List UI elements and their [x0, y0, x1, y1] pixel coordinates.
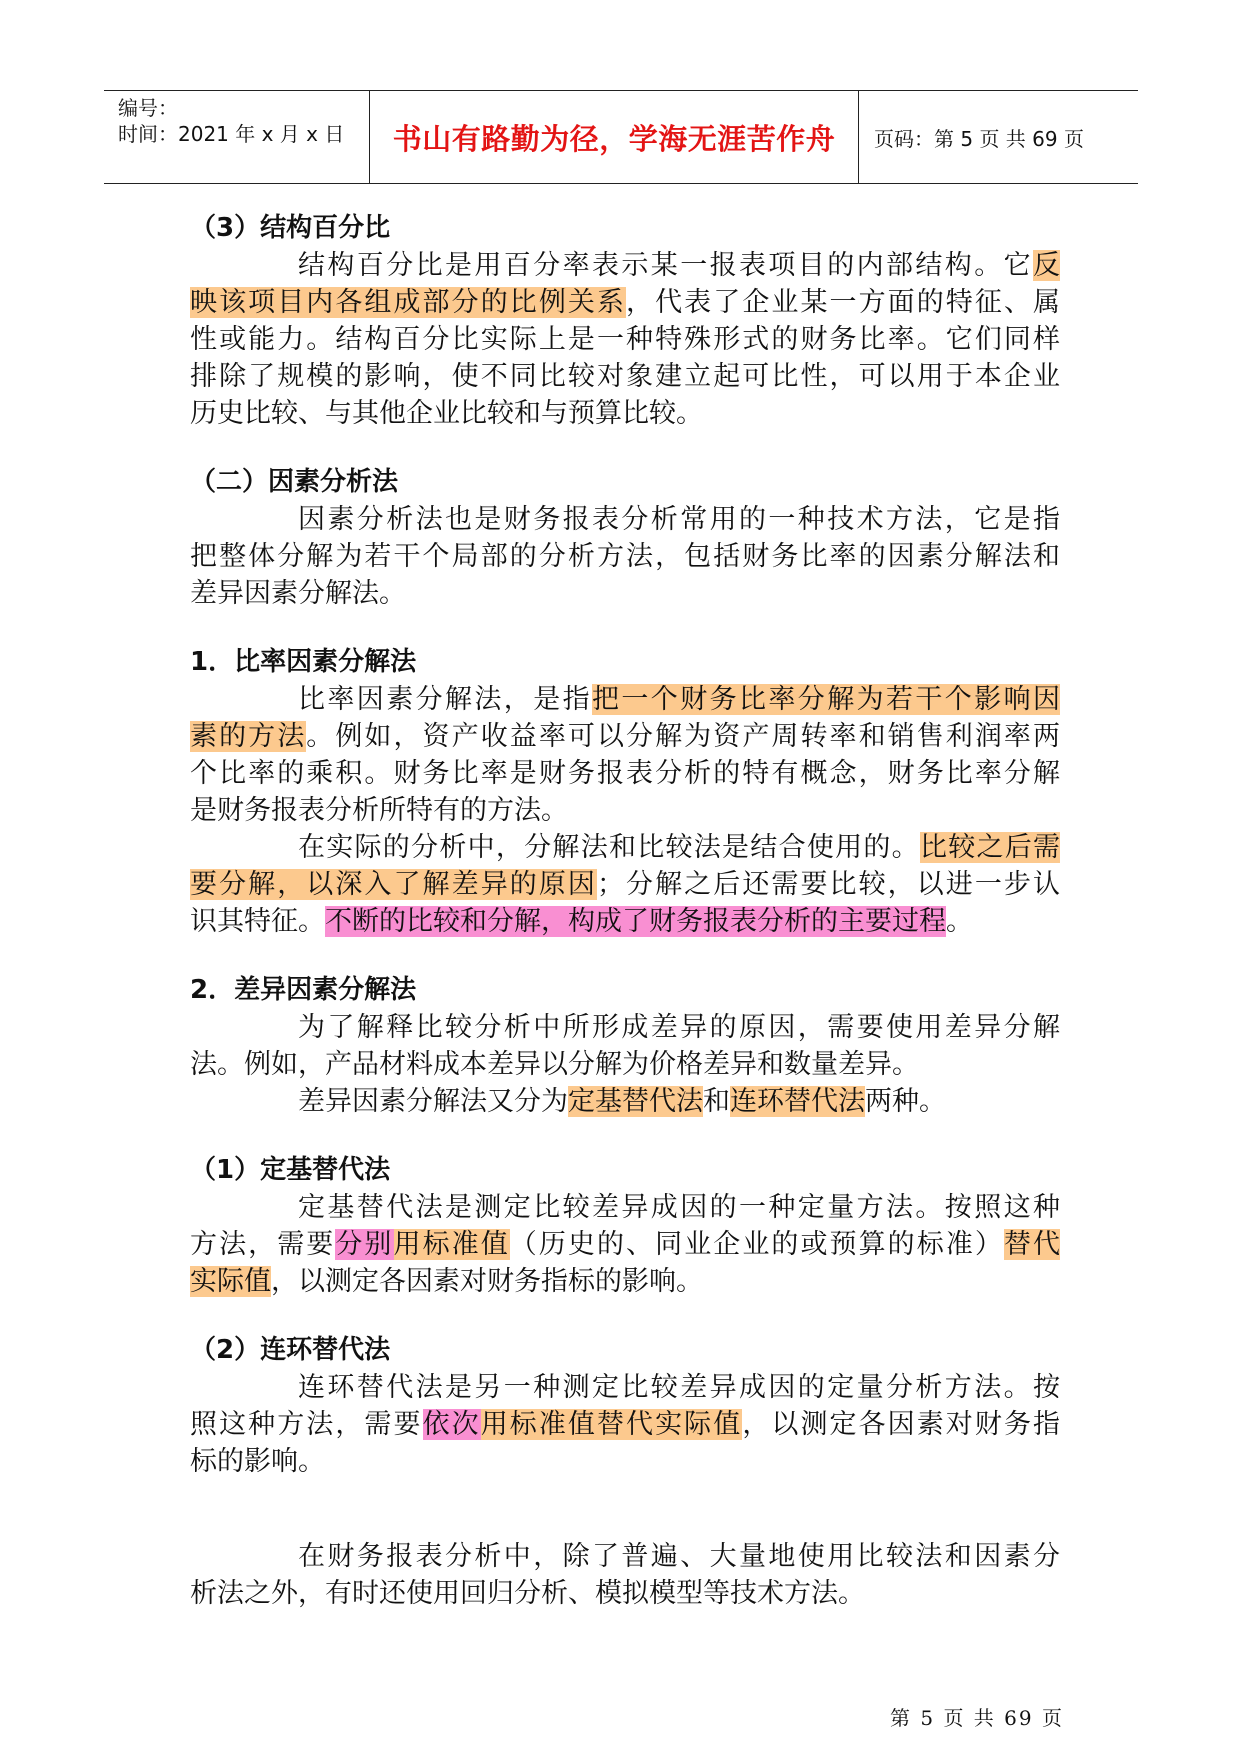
highlight: 用标准值	[393, 1229, 510, 1260]
header-left	[118, 95, 344, 147]
paragraph-line: 把整体分解为若干个局部的分析方法，包括财务比率的因素分解法和	[190, 541, 1060, 572]
header-motto: 书山有路勤为径，学海无涯苦作舟	[392, 121, 836, 156]
paragraph-line: 实际值，以测定各因素对财务指标的影响。	[190, 1266, 703, 1297]
paragraph-line: 因素分析法也是财务报表分析常用的一种技术方法，它是指	[298, 504, 1060, 535]
paragraph-line: 在实际的分析中，分解法和比较法是结合使用的。比较之后需	[298, 832, 1060, 863]
paragraph-line: 素的方法。例如，资产收益率可以分解为资产周转率和销售利润率两	[190, 721, 1060, 752]
paragraph-line: 照这种方法，需要依次用标准值替代实际值，以测定各因素对财务指	[190, 1409, 1060, 1440]
highlight: 把一个财务比率分解为若干个影响因	[592, 684, 1060, 715]
paragraph-line: 识其特征。不断的比较和分解，构成了财务报表分析的主要过程。	[190, 906, 973, 937]
paragraph-line: 结构百分比是用百分率表示某一报表项目的内部结构。它反	[298, 250, 1060, 281]
highlight: 替代	[1003, 1229, 1060, 1260]
paragraph-line: 差异因素分解法又分为定基替代法和连环替代法两种。	[298, 1086, 946, 1117]
page-footer: 第 5 页 共 69 页	[890, 1706, 1064, 1730]
paragraph-line: 是财务报表分析所特有的方法。	[190, 795, 568, 826]
paragraph-line: 为了解释比较分析中所形成差异的原因，需要使用差异分解	[298, 1012, 1060, 1043]
paragraph-line: 析法之外，有时还使用回归分析、模拟模型等技术方法。	[190, 1578, 865, 1609]
paragraph-line: 个比率的乘积。财务比率是财务报表分析的特有概念，财务比率分解	[190, 758, 1060, 789]
page-header	[104, 90, 1138, 184]
highlight: 依次	[422, 1409, 481, 1440]
highlight: 连环替代法	[730, 1086, 865, 1117]
section-heading: （1）定基替代法	[190, 1155, 391, 1185]
highlight: 不断的比较和分解，构成了财务报表分析的主要过程	[325, 906, 946, 937]
paragraph-line: 标的影响。	[190, 1446, 325, 1477]
header-page-label: 页码：第 5 页 共 69 页	[874, 126, 1084, 151]
document-body	[190, 210, 1060, 1612]
section-heading: 2．差异因素分解法	[190, 975, 417, 1005]
highlight: 实际值	[190, 1266, 271, 1297]
section-heading: （二）因素分析法	[190, 467, 399, 497]
paragraph-line: 比率因素分解法，是指把一个财务比率分解为若干个影响因	[298, 684, 1060, 715]
highlight: 定基替代法	[568, 1086, 703, 1117]
paragraph-line: 定基替代法是测定比较差异成因的一种定量方法。按照这种	[298, 1192, 1060, 1223]
paragraph-line: 要分解，以深入了解差异的原因；分解之后还需要比较，以进一步认	[190, 869, 1060, 900]
section-heading: （3）结构百分比	[190, 213, 391, 243]
time-label: 时间：2021 年 x 月 x 日	[118, 122, 345, 146]
section-heading: 1．比率因素分解法	[190, 647, 417, 677]
paragraph-line: 历史比较、与其他企业比较和与预算比较。	[190, 398, 703, 429]
header-divider	[858, 91, 859, 183]
paragraph-line: 连环替代法是另一种测定比较差异成因的定量分析方法。按	[298, 1372, 1060, 1403]
highlight: 比较之后需	[919, 832, 1060, 863]
paragraph-line: 差异因素分解法。	[190, 578, 406, 609]
highlight: 映该项目内各组成部分的比例关系	[190, 287, 627, 318]
highlight: 反	[1033, 250, 1060, 281]
paragraph-line: 方法，需要分别用标准值（历史的、同业企业的或预算的标准）替代	[190, 1229, 1060, 1260]
highlight: 用标准值替代实际值	[480, 1409, 743, 1440]
paragraph-line: 法。例如，产品材料成本差异以分解为价格差异和数量差异。	[190, 1049, 919, 1080]
highlight: 分别	[335, 1229, 394, 1260]
paragraph-line: 映该项目内各组成部分的比例关系，代表了企业某一方面的特征、属	[190, 287, 1060, 318]
highlight: 素的方法	[190, 721, 307, 752]
section-heading: （2）连环替代法	[190, 1335, 391, 1365]
serial-label: 编号：	[118, 96, 178, 120]
paragraph-line: 在财务报表分析中，除了普遍、大量地使用比较法和因素分	[298, 1541, 1060, 1572]
paragraph-line: 性或能力。结构百分比实际上是一种特殊形式的财务比率。它们同样	[190, 324, 1060, 355]
highlight: 要分解，以深入了解差异的原因	[190, 869, 597, 900]
paragraph-line: 排除了规模的影响，使不同比较对象建立起可比性，可以用于本企业	[190, 361, 1060, 392]
